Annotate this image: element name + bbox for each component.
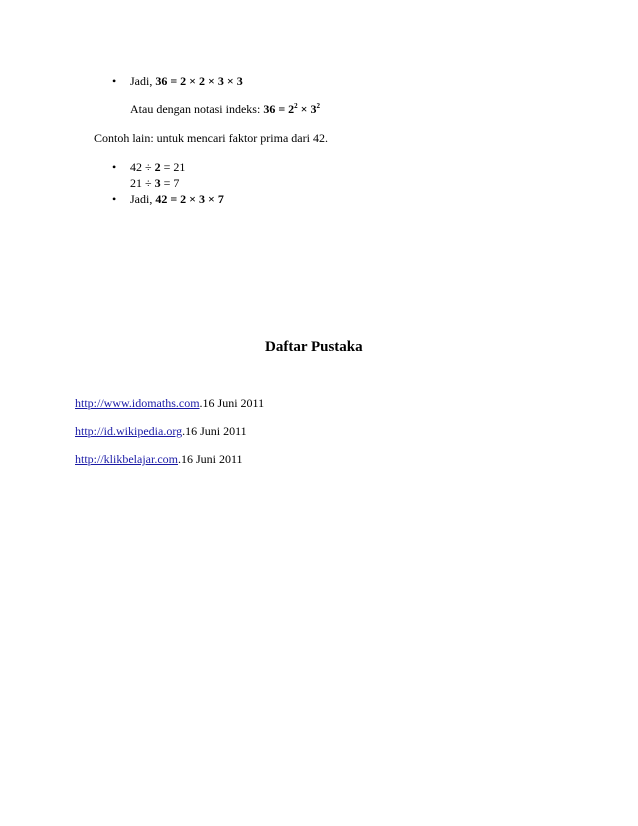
division-step-2: [130, 176, 179, 190]
index-expr-base-a: 36 = 2: [263, 102, 295, 116]
factorization-42: 42 = 2 × 3 × 7: [155, 192, 224, 206]
step1-divisor: 2: [154, 160, 161, 174]
references-heading: Daftar Pustaka: [265, 339, 363, 355]
division-step-1: [130, 160, 185, 174]
step2-divisor: 3: [154, 176, 161, 190]
reference-date: .16 Juni 2011: [199, 396, 265, 410]
reference-link[interactable]: http://klikbelajar.com: [75, 452, 178, 466]
result-prefix: Jadi,: [130, 192, 156, 206]
reference-link[interactable]: http://id.wikipedia.org: [75, 424, 183, 438]
reference-date: .16 Juni 2011: [177, 452, 243, 466]
step1-dividend: 42 ÷: [130, 160, 155, 174]
step2-result: = 7: [160, 176, 180, 190]
exponent-a: 2: [294, 102, 298, 110]
step1-result: = 21: [160, 160, 186, 174]
index-notation-expr: [263, 102, 320, 116]
bullet-marker: •: [112, 192, 117, 206]
reference-item: [75, 424, 247, 438]
reference-item: [75, 396, 264, 410]
reference-date: .16 Juni 2011: [182, 424, 247, 438]
step2-dividend: 21 ÷: [130, 176, 155, 190]
bullet-marker: •: [112, 74, 117, 88]
exponent-b: 2: [316, 102, 320, 110]
example-intro: Contoh lain: untuk mencari faktor prima dari 42.: [94, 131, 328, 145]
result-line-36: [130, 74, 243, 88]
index-expr-base-b: × 3: [297, 102, 317, 116]
index-notation-prefix: Atau dengan notasi indeks:: [130, 102, 264, 116]
reference-item: [75, 452, 243, 466]
factorization-36: 36 = 2 × 2 × 3 × 3: [155, 74, 243, 88]
index-notation-line: [130, 102, 320, 116]
result-line-42: [130, 192, 224, 206]
bullet-marker: •: [112, 160, 117, 174]
result-prefix: Jadi,: [130, 74, 156, 88]
reference-link[interactable]: http://www.idomaths.com: [75, 396, 200, 410]
